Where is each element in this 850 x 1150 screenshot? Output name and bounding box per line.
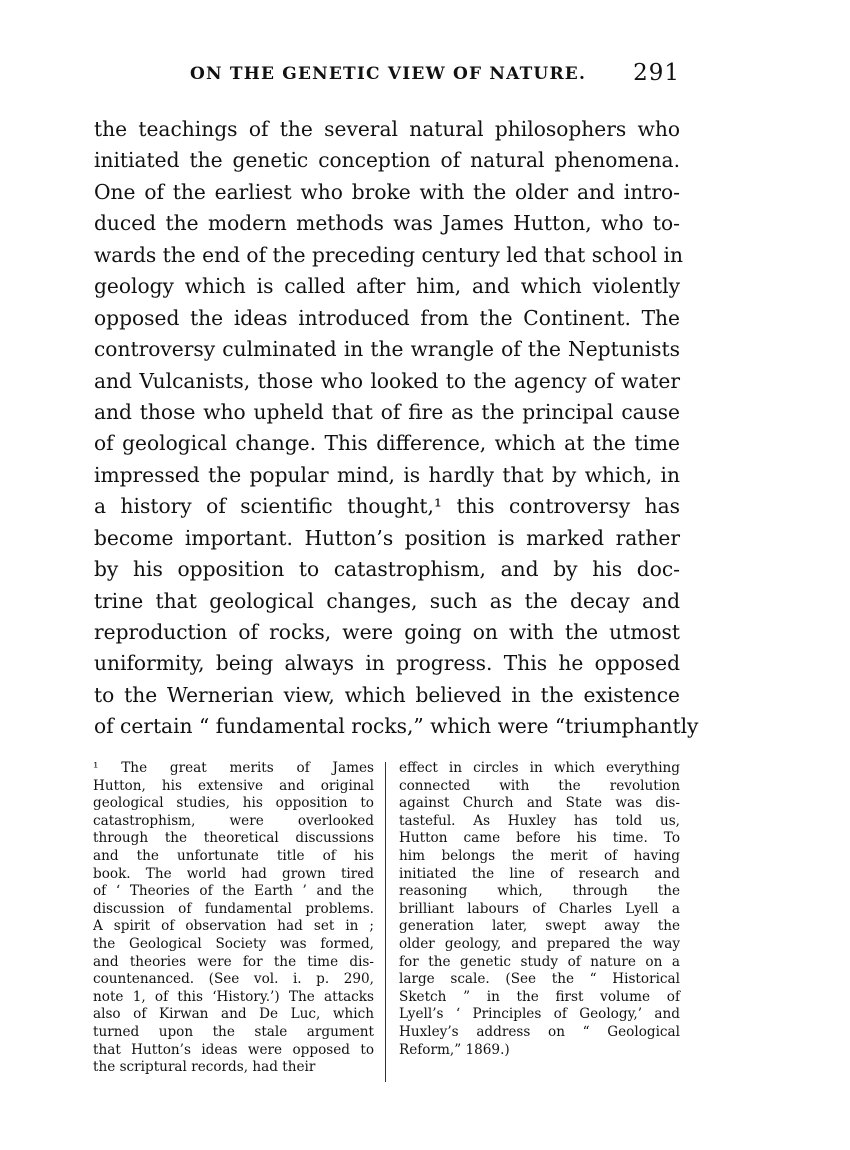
text-line: trine that geological changes, such as the decay and (94, 588, 680, 613)
footnote-line: countenanced. (See vol. i. p. 290, (93, 971, 374, 988)
footnote-line: discussion of fundamental problems. (93, 900, 374, 917)
footnotes (93, 760, 680, 1085)
page-header (94, 60, 680, 90)
footnote-line: through the theoretical discussions (93, 830, 374, 847)
footnote-line: brilliant labours of Charles Lyell a (399, 900, 680, 917)
footnote-line: and the unfortunate title of his (93, 847, 374, 864)
text-line: initiated the genetic conception of natural phenomena. (94, 148, 680, 173)
footnote-line: for the genetic study of nature on a (399, 953, 680, 970)
text-line: duced the modern methods was James Hutton, who to- (94, 211, 680, 236)
text-line: a history of scientific thought,¹ this controversy has (94, 494, 680, 519)
footnote-line: Sketch ” in the first volume of (399, 988, 680, 1005)
text-line: of geological change. This difference, which at the time (94, 431, 680, 456)
page-number: 291 (633, 60, 680, 86)
text-line: to the Wernerian view, which believed in the existence (94, 682, 680, 707)
footnote-line: A spirit of observation had set in ; (93, 918, 374, 935)
footnote-line: and theories were for the time dis- (93, 953, 374, 970)
footnote-column-left (93, 760, 374, 1077)
footnote-line: Huxley’s address on “ Geological (399, 1023, 680, 1040)
footnote-line: against Church and State was dis- (399, 795, 680, 812)
footnote-line: initiated the line of research and (399, 865, 680, 882)
footnote-line: that Hutton’s ideas were opposed to (93, 1041, 374, 1058)
footnote-line: the Geological Society was formed, (93, 935, 374, 952)
footnote-line: effect in circles in which everything (399, 760, 680, 776)
footnote-line: connected with the revolution (399, 777, 680, 794)
footnote-line: also of Kirwan and De Luc, which (93, 1006, 374, 1023)
footnote-line: tasteful. As Huxley has told us, (399, 812, 680, 829)
footnote-line: Reform,” 1869.) (399, 1041, 510, 1058)
text-line: by his opposition to catastrophism, and by his doc- (94, 557, 680, 582)
footnote-line: book. The world had grown tired (93, 865, 374, 882)
footnote-line: ¹ The great merits of James (93, 760, 374, 776)
footnote-line: note 1, of this ‘History.’) The attacks (93, 988, 374, 1005)
footnote-line: Hutton came before his time. To (399, 830, 680, 847)
footnote-line: of ‘ Theories of the Earth ’ and the (93, 883, 374, 900)
text-line: controversy culminated in the wrangle of the Neptunists (94, 337, 680, 362)
footnote-line: Hutton, his extensive and original (93, 777, 374, 794)
footnote-line: large scale. (See the “ Historical (399, 971, 680, 988)
footnote-column-right (399, 760, 680, 1059)
text-line: reproduction of rocks, were going on with the utmost (94, 620, 680, 644)
footnote-line: Lyell’s ‘ Principles of Geology,’ and (399, 1006, 680, 1023)
main-text (94, 114, 699, 743)
text-line: One of the earliest who broke with the older and intro- (94, 179, 680, 204)
text-line: and those who upheld that of fire as the principal cause (94, 399, 680, 424)
text-line: geology which is called after him, and which violently (94, 274, 680, 299)
text-line: opposed the ideas introduced from the Continent. The (94, 305, 680, 330)
text-line: and Vulcanists, those who looked to the agency of water (94, 368, 680, 393)
footnote-line: older geology, and prepared the way (399, 935, 680, 952)
text-line: wards the end of the preceding century led that school in (94, 242, 684, 267)
text-line: become important. Hutton’s position is marked rather (94, 525, 680, 550)
text-line: the teachings of the several natural philosophers who (94, 117, 680, 141)
text-line: uniformity, being always in progress. This he opposed (94, 651, 680, 676)
footnote-line: geological studies, his opposition to (93, 795, 374, 812)
footnote-line: turned upon the stale argument (93, 1023, 374, 1040)
footnote-line: him belongs the merit of having (399, 847, 680, 864)
column-divider (385, 762, 386, 1082)
text-line: of certain “ fundamental rocks,” which were “triumphantly (94, 714, 699, 739)
running-head: ON THE GENETIC VIEW OF NATURE. (190, 64, 587, 84)
text-line: impressed the popular mind, is hardly that by which, in (94, 462, 680, 487)
footnote-line: generation later, swept away the (399, 918, 680, 935)
footnote-line: reasoning which, through the (399, 883, 680, 900)
footnote-line: catastrophism, were overlooked (93, 812, 374, 829)
footnote-line: the scriptural records, had their (93, 1059, 316, 1076)
